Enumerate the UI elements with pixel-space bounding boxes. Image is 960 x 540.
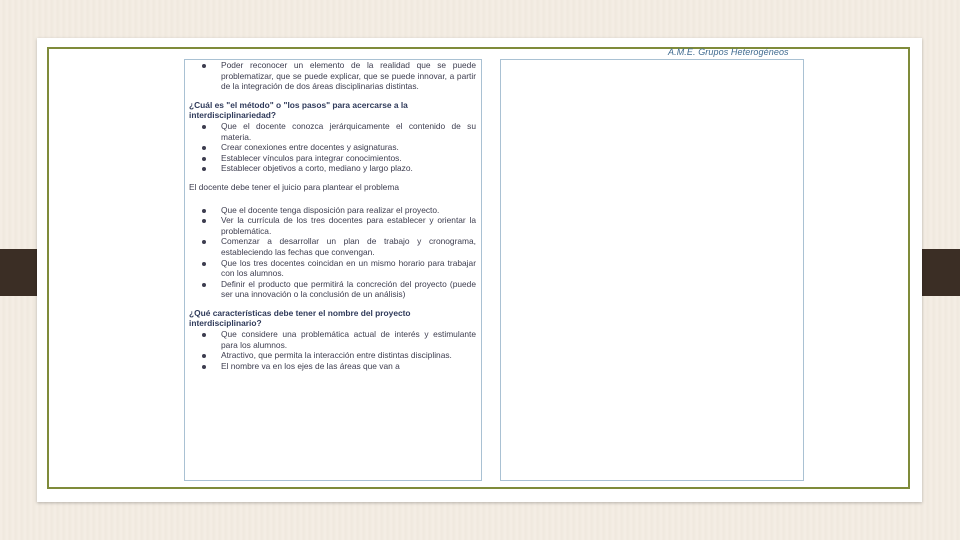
list-item: Definir el producto que permitirá la concreción del proyecto (puede ser una innovación o la conclusión de un análisis): [189, 279, 476, 300]
list-item: Establecer vínculos para integrar conocimientos.: [189, 153, 476, 164]
bullet-icon: [202, 354, 206, 358]
bullet-icon: [202, 219, 206, 223]
list-item: Que el docente conozca jerárquicamente el contenido de su materia.: [189, 121, 476, 142]
document-left-column[interactable]: [184, 59, 482, 481]
list-item: El nombre va en los ejes de las áreas que van a: [189, 361, 476, 372]
intro-bullet-list: [189, 60, 476, 92]
bullet-icon: [202, 365, 206, 369]
bullet-icon: [202, 209, 206, 213]
list-item: Que los tres docentes coincidan en un mismo horario para trabajar con los alumnos.: [189, 258, 476, 279]
bullet-icon: [202, 125, 206, 129]
list-item: Poder reconocer un elemento de la realidad que se puede problematizar, que se puede explicar, que se puede innovar, a partir de la integración de dos áreas disciplinarias distintas.: [189, 60, 476, 92]
document-right-column[interactable]: [500, 59, 804, 481]
list-item: Comenzar a desarrollar un plan de trabajo y cronograma, estableciendo las fechas que convengan.: [189, 236, 476, 257]
question-heading-name: ¿Qué características debe tener el nombre del proyecto interdisciplinario?: [189, 307, 411, 329]
bullet-icon: [202, 262, 206, 266]
list-item: Que el docente tenga disposición para realizar el proyecto.: [189, 205, 476, 216]
question-heading-method: ¿Cuál es "el método" o "los pasos" para acercarse a la interdisciplinariedad?: [189, 99, 408, 121]
bullet-icon: [202, 64, 206, 68]
bullet-icon: [202, 333, 206, 337]
list-item: Ver la currícula de los tres docentes para establecer y orientar la problemática.: [189, 215, 476, 236]
bullet-icon: [202, 167, 206, 171]
bullet-icon: [202, 240, 206, 244]
bullet-icon: [202, 157, 206, 161]
statement-paragraph: El docente debe tener el juicio para plantear el problema: [189, 181, 399, 192]
bullet-icon: [202, 146, 206, 150]
document-header-label: A.M.E. Grupos Heterogéneos: [668, 47, 789, 57]
document-text: [189, 60, 476, 371]
list-item: Que considere una problemática actual de interés y estimulante para los alumnos.: [189, 329, 476, 350]
method-bullet-list: [189, 121, 476, 174]
list-item: Atractivo, que permita la interacción entre distintas disciplinas.: [189, 350, 476, 361]
bullet-icon: [202, 283, 206, 287]
statement-bullet-list: [189, 205, 476, 300]
name-bullet-list: [189, 329, 476, 371]
list-item: Establecer objetivos a corto, mediano y largo plazo.: [189, 163, 476, 174]
list-item: Crear conexiones entre docentes y asignaturas.: [189, 142, 476, 153]
